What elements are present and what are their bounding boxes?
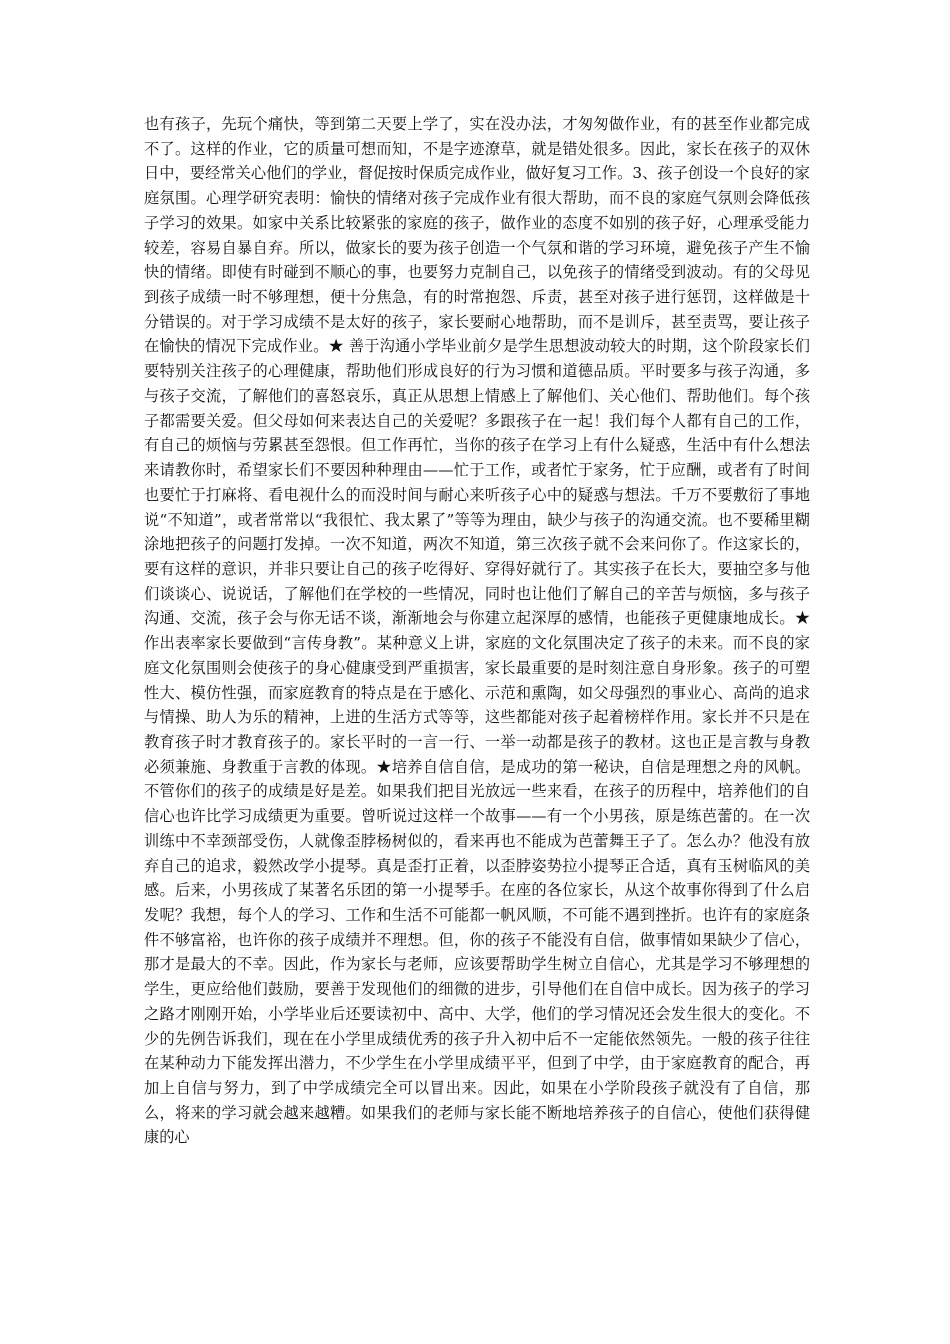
body-paragraph: 也有孩子，先玩个痛快，等到第二天要上学了，实在没办法，才匆匆做作业，有的甚至作业都完成不了。这样的作业，它的质量可想而知，不是字迹潦草，就是错处很多。因此，家长在孩子的双休日中，要经常关心他们的学业，督促按时保质完成作业，做好复习工作。3、孩子创设一个良好的家庭氛围。心理学研究表明：愉快的情绪对孩子完成作业有很大帮助，而不良的家庭气氛则会降低孩子学习的效果。如家中关系比较紧张的家庭的孩子，做作业的态度不如别的孩子好，心理承受能力较差，容易自暴自弃。所以，做家长的要为孩子创造一个气氛和谐的学习环境，避免孩子产生不愉快的情绪。即使有时碰到不顺心的事，也要努力克制自己，以免孩子的情绪受到波动。有的父母见到孩子成绩一时不够理想，便十分焦急，有的时常抱怨、斥责，甚至对孩子进行惩罚，这样做是十分错误的。对于学习成绩不是太好的孩子，家长要耐心地帮助，而不是训斥，甚至责骂，要让孩子在愉快的情况下完成作业。★ 善于沟通小学毕业前夕是学生思想波动较大的时期，这个阶段家长们要特别关注孩子的心理健康，帮助他们形成良好的行为习惯和道德品质。平时要多与孩子沟通，多与孩子交流，了解他们的喜怒哀乐，真正从思想上情感上了解他们、关心他们、帮助他们。每个孩子都需要关爱。但父母如何来表达自己的关爱呢？多跟孩子在一起！我们每个人都有自己的工作，有自己的烦恼与劳累甚至怨恨。但工作再忙，当你的孩子在学习上有什么疑惑，生活中有什么想法来请教你时，希望家长们不要因种种理由——忙于工作，或者忙于家务，忙于应酬，或者有了时间也要忙于打麻将、看电视什么的而没时间与耐心来听孩子心中的疑惑与想法。千万不要敷衍了事地说“不知道”，或者常常以“我很忙、我太累了”等等为理由，缺少与孩子的沟通交流。也不要稀里糊涂地把孩子的问题打发掉。一次不知道，两次不知道，第三次孩子就不会来问你了。作这家长的，要有这样的意识，并非只要让自己的孩子吃得好、穿得好就行了。其实孩子在长大，要抽空多与他们谈谈心、说说话，了解他们在学校的一些情况，同时也让他们了解自己的辛苦与烦恼，多与孩子沟通、交流，孩子会与你无话不谈，渐渐地会与你建立起深厚的感情，也能孩子更健康地成长。★ 作出表率家长要做到“言传身教”。某种意义上讲，家庭的文化氛围决定了孩子的未来。而不良的家庭文化氛围则会使孩子的身心健康受到严重损害，家长最重要的是时刻注意自身形象。孩子的可塑性大、模仿性强，而家庭教育的特点是在于感化、示范和熏陶，如父母强烈的事业心、高尚的追求与情操、助人为乐的精神，上进的生活方式等等，这些都能对孩子起着榜样作用。家长并不只是在教育孩子时才教育孩子的。家长平时的一言一行、一举一动都是孩子的教材。这也正是言教与身教必须兼施、身教重于言教的体现。★培养自信自信，是成功的第一秘诀，自信是理想之舟的风帆。不管你们的孩子的成绩是好是差。如果我们把目光放远一些来看，在孩子的历程中，培养他们的自信心也许比学习成绩更为重要。曾听说过这样一个故事——有一个小男孩，原是练芭蕾的。在一次训练中不幸颈部受伤，人就像歪脖杨树似的，看来再也不能成为芭蕾舞王子了。怎么办？他没有放弃自己的追求，毅然改学小提琴。真是歪打正着，以歪脖姿势拉小提琴正合适，真有玉树临风的美感。后来，小男孩成了某著名乐团的第一小提琴手。在座的各位家长，从这个故事你得到了什么启发呢？我想，每个人的学习、工作和生活不可能都一帆风顺，不可能不遇到挫折。也许有的家庭条件不够富裕，也许你的孩子成绩并不理想。但，你的孩子不能没有自信，做事情如果缺少了信心，那才是最大的不幸。因此，作为家长与老师，应该要帮助学生树立自信心，尤其是学习不够理想的学生，更应给他们鼓励，要善于发现他们的细微的进步，引导他们在自信中成长。因为孩子的学习之路才刚刚开始，小学毕业后还要读初中、高中、大学，他们的学习情况还会发生很大的变化。不少的先例告诉我们，现在在小学里成绩优秀的孩子升入初中后不一定能依然领先。一般的孩子往往在某种动力下能发挥出潜力，不少学生在小学里成绩平平，但到了中学，由于家庭教育的配合，再加上自信与努力，到了中学成绩完全可以冒出来。因此，如果在小学阶段孩子就没有了自信，那么，将来的学习就会越来越糟。如果我们的老师与家长能不断地培养孩子的自信心，使他们获得健康的心: [144, 115, 810, 1147]
